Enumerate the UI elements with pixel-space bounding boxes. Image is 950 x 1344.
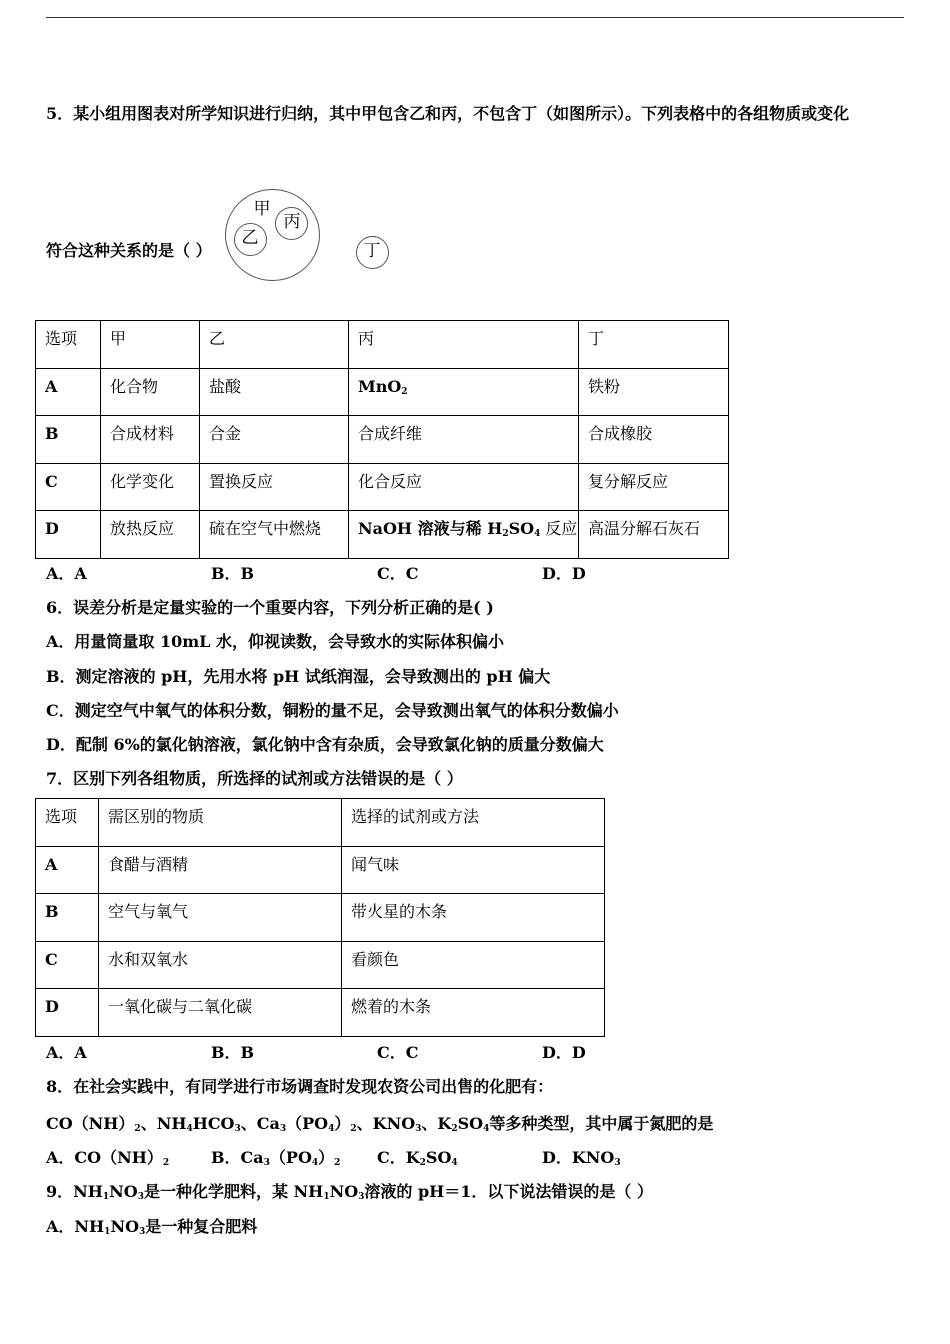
- label-jia: 甲: [253, 199, 271, 219]
- header-cell: 选项: [36, 321, 101, 369]
- q7-option-a[interactable]: A．A: [46, 1043, 87, 1062]
- q7-stem: 7．区别下列各组物质，所选择的试剂或方法错误的是（ ）: [46, 769, 463, 788]
- q7-option-b[interactable]: B．B: [211, 1043, 255, 1062]
- subscript: 3: [614, 1158, 621, 1168]
- subscript: 2: [350, 1124, 357, 1134]
- table-header-row: [36, 321, 729, 369]
- table-row: [36, 416, 729, 464]
- table-row: [36, 941, 605, 989]
- subscript: 4: [451, 1158, 458, 1168]
- row-key: A: [36, 368, 101, 416]
- subscript: 4: [534, 529, 541, 540]
- table-row: [36, 511, 729, 559]
- cell-bing: [349, 511, 579, 559]
- subscript: 3: [139, 1227, 146, 1237]
- subscript: 3: [279, 1124, 287, 1134]
- q5-option-b[interactable]: B．B: [211, 564, 255, 583]
- q8-option-a[interactable]: [46, 1145, 169, 1168]
- formula-text: 反应: [540, 519, 578, 539]
- subscript: 2: [419, 1158, 426, 1168]
- header-cell: 选项: [36, 799, 99, 847]
- cell-substances: 一氧化碳与二氧化碳: [99, 989, 342, 1037]
- cell-ding: 合成橡胶: [579, 416, 729, 464]
- formula-text: C．K: [377, 1148, 420, 1167]
- table-row: [36, 989, 605, 1037]
- cell-method: 看颜色: [342, 941, 605, 989]
- formula-text: SO: [508, 519, 535, 539]
- formula-text: 、KNO: [356, 1114, 416, 1133]
- formula-text: SO: [425, 1148, 452, 1167]
- q8-option-b[interactable]: [211, 1145, 340, 1168]
- header-cell: 选择的试剂或方法: [342, 799, 605, 847]
- header-cell: 乙: [200, 321, 349, 369]
- q6-stem: 6．误差分析是定量实验的一个重要内容，下列分析正确的是( ): [46, 598, 494, 617]
- cell-bing: [349, 368, 579, 416]
- cell-substances: 空气与氧气: [99, 894, 342, 942]
- cell-yi: 盐酸: [200, 368, 349, 416]
- q9-option-a[interactable]: [46, 1214, 257, 1237]
- row-key: C: [36, 941, 99, 989]
- subscript: 2: [451, 1124, 458, 1134]
- cell-bing: 化合反应: [349, 463, 579, 511]
- header-rule: [46, 17, 904, 18]
- q8-option-c[interactable]: [377, 1145, 458, 1168]
- row-key: B: [36, 894, 99, 942]
- formula-text: MnO: [358, 376, 402, 396]
- formula-text: SO: [457, 1114, 484, 1133]
- row-key: A: [36, 846, 99, 894]
- subscript: 4: [186, 1124, 193, 1134]
- label-yi: 乙: [241, 228, 259, 248]
- formula-text: A．NH: [46, 1217, 105, 1236]
- subscript: 1: [323, 1192, 330, 1202]
- row-key: D: [36, 511, 101, 559]
- cell-jia: 化合物: [101, 368, 200, 416]
- q8-stem: 8．在社会实践中，有同学进行市场调查时发现农资公司出售的化肥有：: [46, 1077, 554, 1096]
- formula-text: 溶液的 pH＝1．以下说法错误的是（ ）: [364, 1182, 653, 1201]
- q5-stem-line1: 5．某小组用图表对所学知识进行归纳，其中甲包含乙和丙，不包含丁（如图所示）。下列表格中的各组物质或变化: [46, 104, 850, 123]
- subscript: 4: [311, 1158, 319, 1168]
- formula-text: NO: [110, 1217, 139, 1236]
- formula-text: NO: [109, 1182, 138, 1201]
- formula-text: NaOH 溶液与稀 H: [358, 519, 503, 539]
- formula-text: 9．NH: [46, 1182, 103, 1201]
- subscript: 4: [328, 1124, 335, 1134]
- subscript: 3: [263, 1158, 270, 1168]
- cell-yi: 合金: [200, 416, 349, 464]
- q5-table: [35, 320, 729, 559]
- q5-option-d[interactable]: D．D: [542, 564, 586, 583]
- subscript: 4: [483, 1124, 490, 1134]
- formula-text: 等多种类型，其中属于氮肥的是: [489, 1114, 714, 1133]
- cell-jia: 合成材料: [101, 416, 200, 464]
- q8-option-d[interactable]: [542, 1145, 621, 1168]
- cell-bing: 合成纤维: [349, 416, 579, 464]
- cell-method: 带火星的木条: [342, 894, 605, 942]
- cell-yi: 硫在空气中燃烧: [200, 511, 349, 559]
- cell-ding: 复分解反应: [579, 463, 729, 511]
- formula-text: 是一种复合肥料: [145, 1217, 258, 1236]
- table-row: [36, 463, 729, 511]
- header-cell: 需区别的物质: [99, 799, 342, 847]
- cell-jia: 放热反应: [101, 511, 200, 559]
- cell-method: 闻气味: [342, 846, 605, 894]
- row-key: D: [36, 989, 99, 1037]
- subscript: 3: [415, 1124, 422, 1134]
- formula-text: HCO: [192, 1114, 235, 1133]
- q6-option-a[interactable]: A．用量筒量取 10mL 水，仰视读数，会导致水的实际体积偏小: [46, 632, 505, 651]
- q6-option-b[interactable]: B．测定溶液的 pH，先用水将 pH 试纸润湿，会导致测出的 pH 偏大: [46, 667, 551, 686]
- label-bing: 丙: [283, 212, 301, 232]
- q5-option-a[interactable]: A．A: [46, 564, 87, 583]
- formula-text: ）: [334, 1114, 351, 1133]
- formula-text: B．Ca: [211, 1148, 264, 1167]
- subscript: 3: [234, 1124, 241, 1134]
- header-cell: 甲: [101, 321, 200, 369]
- formula-text: 、NH: [140, 1114, 187, 1133]
- cell-ding: 铁粉: [579, 368, 729, 416]
- subscript: 2: [334, 1158, 341, 1168]
- subscript: 2: [502, 529, 509, 540]
- formula-text: （PO: [269, 1148, 312, 1167]
- subscript: 1: [102, 1192, 110, 1202]
- q6-option-d[interactable]: D．配制 6%的氯化钠溶液，氯化钠中含有杂质，会导致氯化钠的质量分数偏大: [46, 735, 604, 754]
- formula-text: 、K: [421, 1114, 452, 1133]
- subscript: 3: [137, 1192, 144, 1202]
- q6-option-c[interactable]: C．测定空气中氧气的体积分数，铜粉的量不足，会导致测出氧气的体积分数偏小: [46, 701, 619, 720]
- cell-yi: 置换反应: [200, 463, 349, 511]
- table-row: [36, 894, 605, 942]
- q5-option-c[interactable]: C．C: [377, 564, 419, 583]
- table-header-row: [36, 799, 605, 847]
- table-row: [36, 846, 605, 894]
- formula-text: CO（NH）: [46, 1114, 135, 1133]
- cell-substances: 食醋与酒精: [99, 846, 342, 894]
- formula-text: ）: [318, 1148, 335, 1167]
- q7-table: [35, 798, 605, 1037]
- q8-fertilizer-list: [46, 1111, 713, 1134]
- header-cell: 丁: [579, 321, 729, 369]
- subscript: 3: [358, 1192, 365, 1202]
- q5-stem-line2: 符合这种关系的是（ ）: [46, 241, 212, 260]
- q7-option-d[interactable]: D．D: [542, 1043, 586, 1062]
- table-row: [36, 368, 729, 416]
- formula-text: A．CO（NH）: [46, 1148, 163, 1167]
- row-key: C: [36, 463, 101, 511]
- formula-text: 是一种化学肥料，某 NH: [143, 1182, 324, 1201]
- formula-text: 、Ca: [240, 1114, 280, 1133]
- row-key: B: [36, 416, 101, 464]
- q9-stem: [46, 1179, 653, 1202]
- subscript: 2: [134, 1124, 141, 1134]
- cell-method: 燃着的木条: [342, 989, 605, 1037]
- subscript: 2: [401, 386, 408, 397]
- q7-option-c[interactable]: C．C: [377, 1043, 419, 1062]
- cell-ding: 高温分解石灰石: [579, 511, 729, 559]
- cell-substances: 水和双氧水: [99, 941, 342, 989]
- formula-text: （PO: [286, 1114, 329, 1133]
- header-cell: 丙: [349, 321, 579, 369]
- subscript: 1: [104, 1227, 111, 1237]
- label-ding: 丁: [363, 241, 381, 261]
- formula-text: D．KNO: [542, 1148, 615, 1167]
- cell-jia: 化学变化: [101, 463, 200, 511]
- subscript: 2: [162, 1158, 170, 1168]
- formula-text: NO: [329, 1182, 359, 1201]
